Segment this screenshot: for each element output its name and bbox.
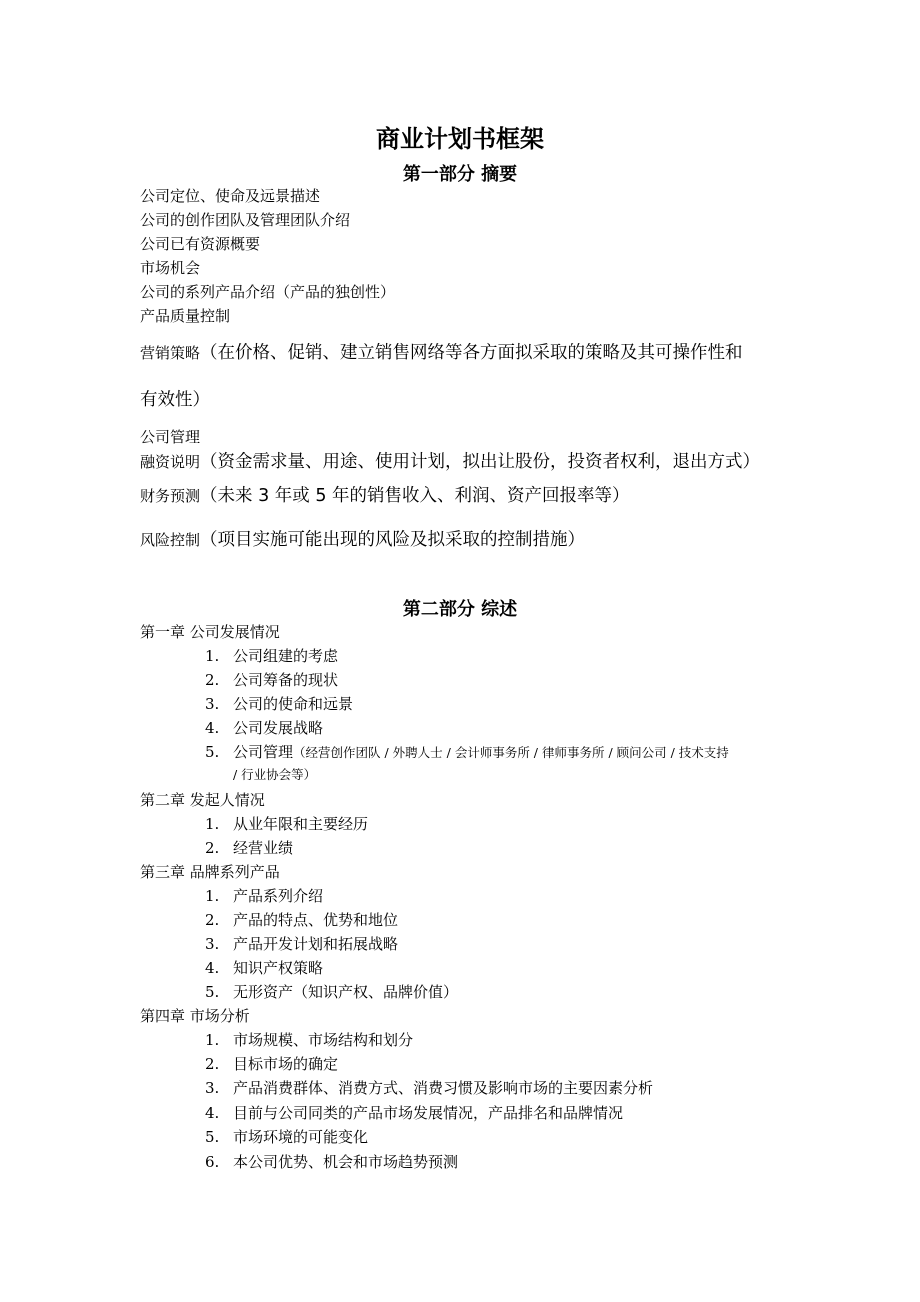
chapter-item [233,693,353,715]
item-number: 2. [205,839,220,857]
item-number: 1. [205,647,220,665]
summary-item [140,342,743,364]
chapter-item-text: 公司管理 [233,743,294,761]
part2-heading: 第二部分 综述 [402,599,518,620]
summary-item-label: 公司的系列产品介绍（产品的独创性） [140,283,396,301]
chapter-item-text: 市场环境的可能变化 [233,1128,369,1146]
chapter-item [233,1029,413,1051]
summary-item-detail: （项目实施可能出现的风险及拟采取的控制措施） [200,530,586,550]
chapter-item [233,1126,368,1148]
item-number: 3. [205,695,220,713]
chapter-item-text: 经营业绩 [233,839,294,857]
chapter-item-text: 知识产权策略 [233,959,324,977]
summary-item [140,185,320,207]
item-number: 1. [205,887,220,905]
chapter-item-text: 产品的特点、优势和地位 [233,911,399,929]
summary-item [140,426,200,448]
chapter-item-text: 产品开发计划和拓展战略 [233,935,399,953]
item-number: 1. [205,815,220,833]
part1-heading: 第一部分 摘要 [402,164,518,185]
chapter-item [233,813,368,835]
summary-item-label: 融资说明 [140,453,201,471]
summary-item-label: 公司定位、使命及远景描述 [140,187,321,205]
chapter-item-text: 公司筹备的现状 [233,671,339,689]
summary-item [140,257,200,279]
chapter-item-text: 无形资产（知识产权、品牌价值） [233,983,459,1001]
summary-item [140,209,350,231]
chapter-title: 第一章 公司发展情况 [140,623,280,641]
chapter-item [233,1053,338,1075]
summary-item-label: 公司管理 [140,428,201,446]
chapter-item [233,741,729,763]
item-number: 5. [205,1128,220,1146]
item-number: 1. [205,1031,220,1049]
chapter-item-text: 产品系列介绍 [233,887,324,905]
chapter-item [233,837,293,859]
chapter-item-text: 公司的使命和远景 [233,695,354,713]
summary-item-detail: （资金需求量、用途、使用计划，拟出让股份，投资者权利，退出方式） [200,452,761,472]
chapter-item-text: 公司组建的考虑 [233,647,339,665]
chapter-item-text: 本公司优势、机会和市场趋势预测 [233,1153,459,1171]
item-number: 4. [205,959,220,977]
chapter-item [233,1077,653,1099]
chapter-item [233,645,338,667]
item-number: 2. [205,911,220,929]
document-title: 商业计划书框架 [376,125,544,153]
summary-item-detail: （未来 3 年或 5 年的销售收入、利润、资产回报率等） [200,486,630,506]
summary-item [140,529,585,551]
item-number: 4. [205,719,220,737]
chapter-item [233,909,398,931]
summary-item-detail: （在价格、促销、建立销售网络等各方面拟采取的策略及其可操作性和 [200,343,743,363]
chapter-item-text: 目标市场的确定 [233,1055,339,1073]
chapter-item-text: 从业年限和主要经历 [233,815,369,833]
chapter-item [233,717,323,739]
chapter-item [233,885,323,907]
item-number: 3. [205,1079,220,1097]
chapter-title: 第二章 发起人情况 [140,791,265,809]
item-number: 5. [205,983,220,1001]
item-number: 2. [205,671,220,689]
chapter-item-note-continued: / 行业协会等） [233,767,317,782]
item-number: 5. [205,743,220,761]
summary-item-label: 公司的创作团队及管理团队介绍 [140,211,351,229]
chapter-item [233,957,323,979]
chapter-title: 第四章 市场分析 [140,1007,250,1025]
summary-item [140,451,760,473]
item-number: 4. [205,1104,220,1122]
chapter-item [233,669,338,691]
chapter-item [233,1151,458,1173]
item-number: 3. [205,935,220,953]
chapter-item [233,1102,623,1124]
summary-item [140,485,630,507]
summary-item [140,281,395,303]
chapter-title: 第三章 品牌系列产品 [140,863,280,881]
summary-item-detail-continued: 有效性） [140,390,210,410]
chapter-item-text: 市场规模、市场结构和划分 [233,1031,414,1049]
chapter-item [233,933,398,955]
item-number: 6. [205,1153,220,1171]
summary-item-label: 市场机会 [140,259,201,277]
summary-item [140,233,260,255]
summary-item-label: 公司已有资源概要 [140,235,261,253]
chapter-item-text: 产品消费群体、消费方式、消费习惯及影响市场的主要因素分析 [233,1079,654,1097]
chapter-item [233,981,458,1003]
chapter-item-text: 目前与公司同类的产品市场发展情况，产品排名和品牌情况 [233,1104,624,1122]
summary-item-label: 产品质量控制 [140,307,231,325]
chapter-item-text: 公司发展战略 [233,719,324,737]
summary-item-label: 财务预测 [140,487,201,505]
item-number: 2. [205,1055,220,1073]
summary-item [140,305,230,327]
summary-item-label: 风险控制 [140,531,201,549]
chapter-item-note: （经营创作团队 / 外聘人士 / 会计师事务所 / 律师事务所 / 顾问公司 / 技术支持 [293,745,729,760]
summary-item-label: 营销策略 [140,344,201,362]
